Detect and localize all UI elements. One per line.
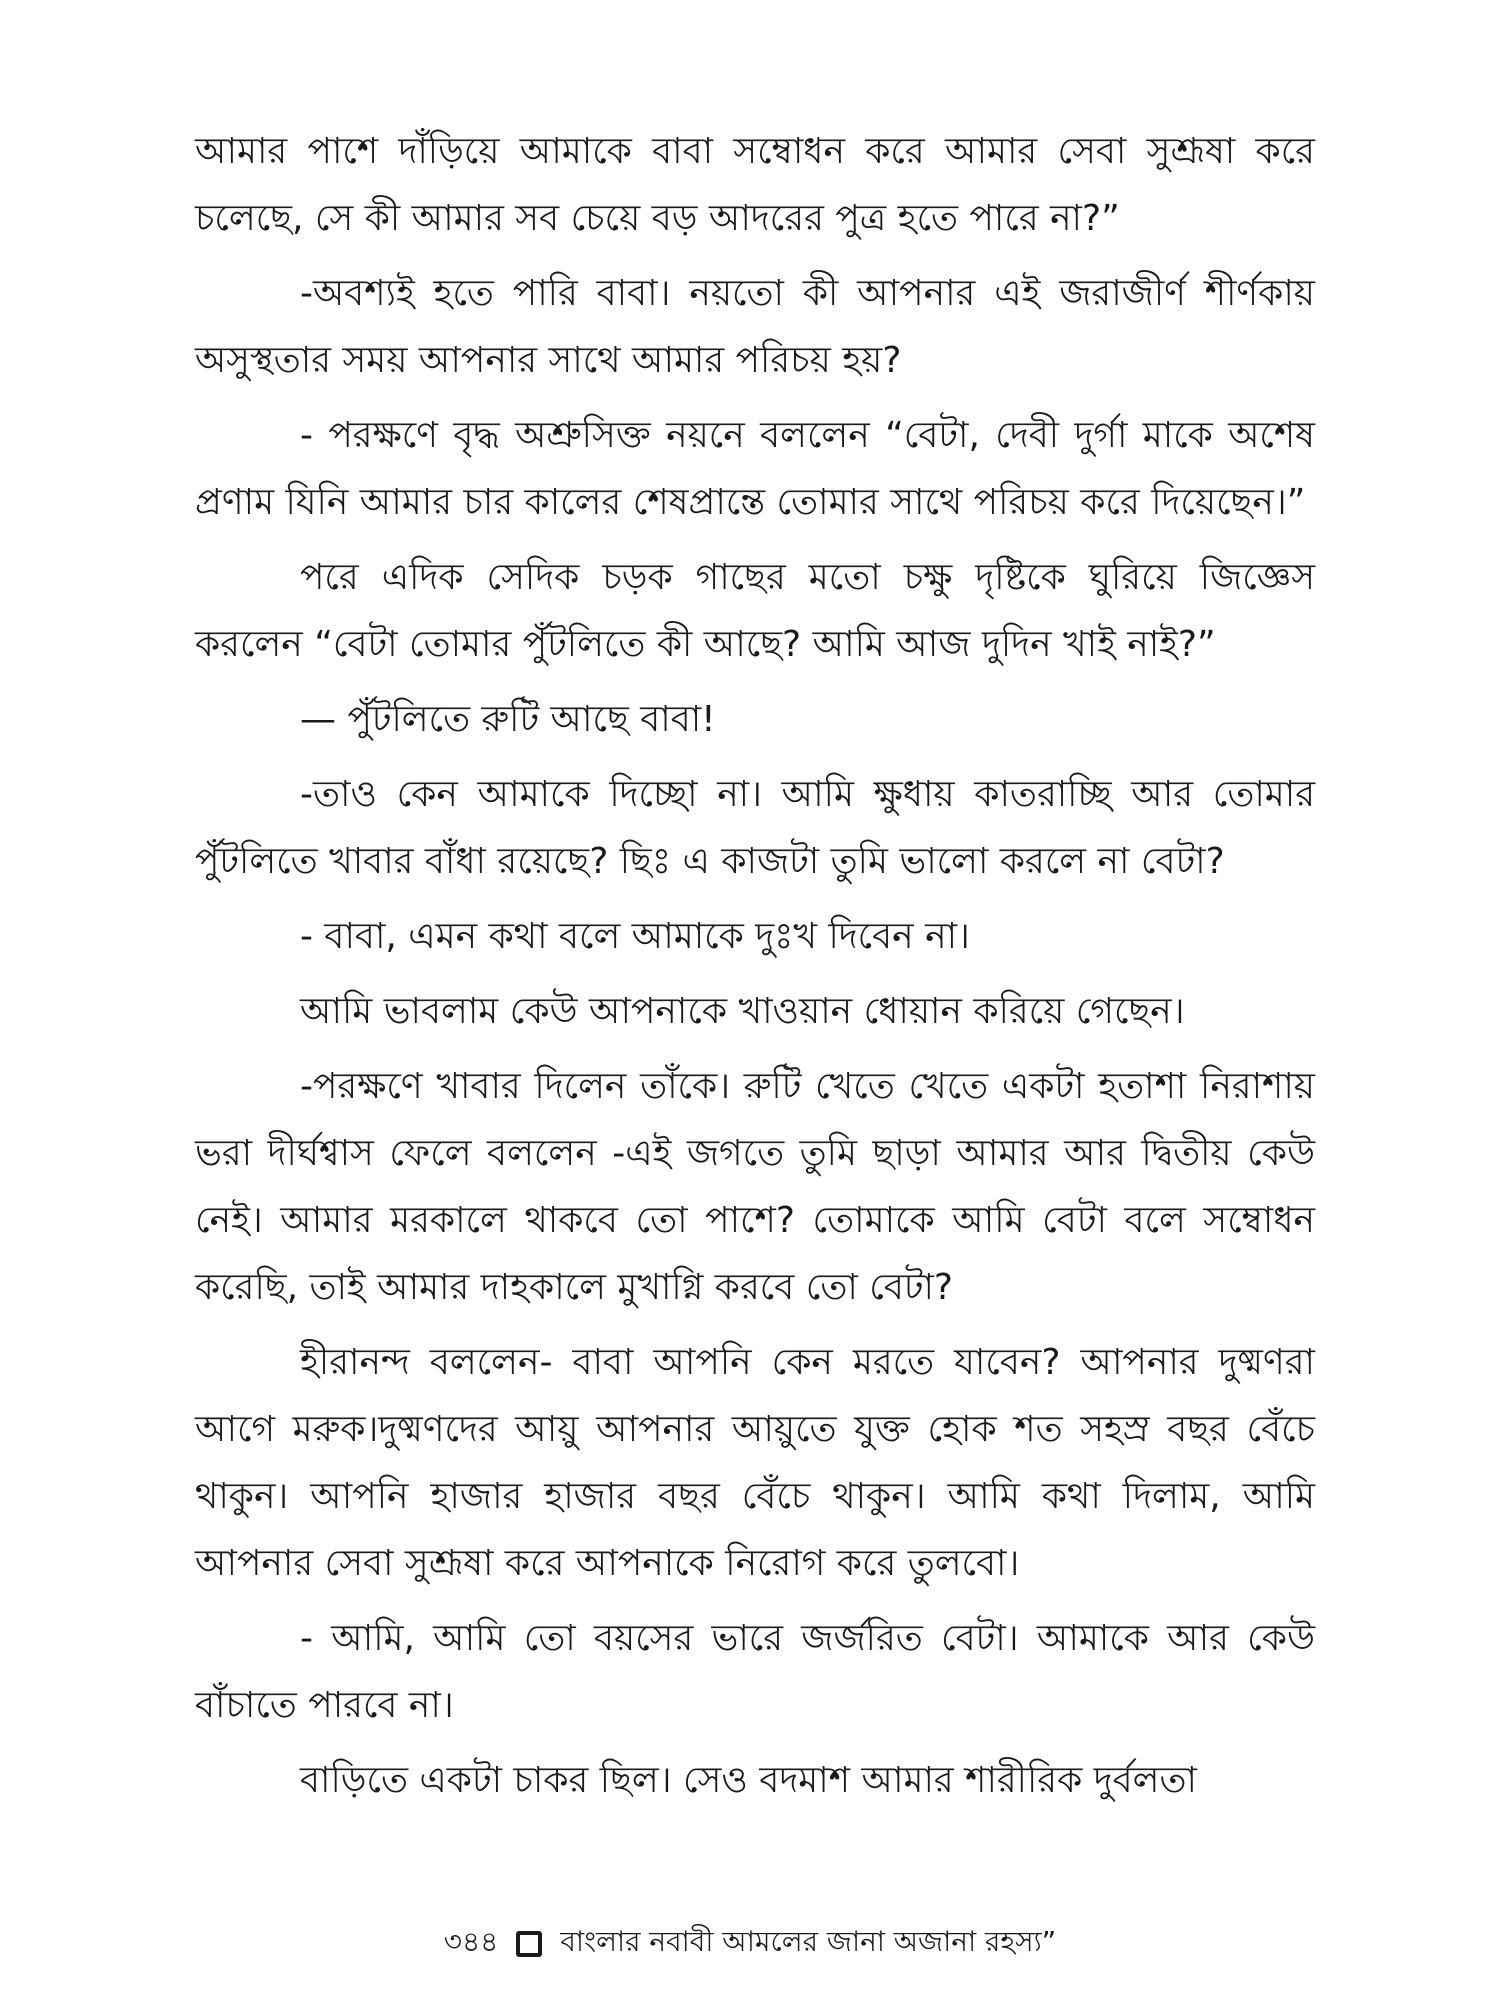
paragraph-11: - আমি, আমি তো বয়সের ভারে জর্জরিত বেটা। আমাকে আর কেউ বাঁচাতে পারবে না।: [195, 1618, 1315, 1726]
paragraph-6: -তাও কেন আমাকে দিচ্ছো না। আমি ক্ষুধায় কাতরাচ্ছি আর তোমার পুঁটলিতে খাবার বাঁধা রয়েছে? ছিঃ এ কাজটা তুমি ভালো করলে না বেটা?: [195, 774, 1315, 882]
page-number: ৩৪৪: [443, 1925, 499, 1958]
paragraph-1: আমার পাশে দাঁড়িয়ে আমাকে বাবা সম্বোধন করে আমার সেবা সুশ্রূষা করে চলেছে, সে কী আমার সব চেয়ে বড় আদরের পুত্র হতে পারে না?”: [195, 131, 1315, 239]
paragraph-7: - বাবা, এমন কথা বলে আমাকে দুঃখ দিবেন না।: [300, 916, 970, 957]
paragraph-4: পরে এদিক সেদিক চড়ক গাছের মতো চক্ষু দৃষ্টিকে ঘুরিয়ে জিজ্ঞেস করলেন “বেটা তোমার পুঁটলিতে কী আছে? আমি আজ দুদিন খাই নাই?”: [195, 557, 1315, 665]
paragraph-2: -অবশ্যই হতে পারি বাবা। নয়তো কী আপনার এই জরাজীর্ণ শীর্ণকায় অসুস্থতার সময় আপনার সাথে আমার পরিচয় হয়?: [195, 273, 1315, 381]
page-body: [195, 118, 1315, 1898]
page-footer: [0, 1920, 1500, 1967]
paragraph-5: — পুঁটলিতে রুটি আছে বাবা!: [300, 699, 716, 740]
paragraph-12: বাড়িতে একটা চাকর ছিল। সেও বদমাশ আমার শারীরিক দুর্বলতা: [300, 1760, 1197, 1801]
book-title: বাংলার নবাবী আমলের জানা অজানা রহস্য”: [560, 1925, 1057, 1958]
square-box-icon: [516, 1931, 542, 1957]
paragraph-9: -পরক্ষণে খাবার দিলেন তাঁকে। রুটি খেতে খেতে একটা হতাশা নিরাশায় ভরা দীর্ঘশ্বাস ফেলে বললেন -এই জগতে তুমি ছাড়া আমার আর দ্বিতীয় কেউ নেই। আমার মরকালে থাকবে তো পাশে? তোমাকে আমি বেটা বলে সম্বোধন করেছি, তাই আমার দাহকালে মুখাগ্নি করবে তো বেটা?: [195, 1066, 1315, 1308]
paragraph-3: - পরক্ষণে বৃদ্ধ অশ্রুসিক্ত নয়নে বললেন “বেটা, দেবী দুর্গা মাকে অশেষ প্রণাম যিনি আমার চার কালের শেষপ্রান্তে তোমার সাথে পরিচয় করে দিয়েছেন।”: [195, 415, 1315, 523]
paragraph-10: হীরানন্দ বললেন- বাবা আপনি কেন মরতে যাবেন? আপনার দুষ্মণরা আগে মরুক।দুষ্মণদের আয়ু আপনার আয়ুতে যুক্ত হোক শত সহস্র বছর বেঁচে থাকুন। আপনি হাজার হাজার বছর বেঁচে থাকুন। আমি কথা দিলাম, আমি আপনার সেবা সুশ্রূষা করে আপনাকে নিরোগ করে তুলবো।: [195, 1342, 1315, 1584]
paragraph-8: আমি ভাবলাম কেউ আপনাকে খাওয়ান ধোয়ান করিয়ে গেছেন।: [300, 991, 1185, 1032]
